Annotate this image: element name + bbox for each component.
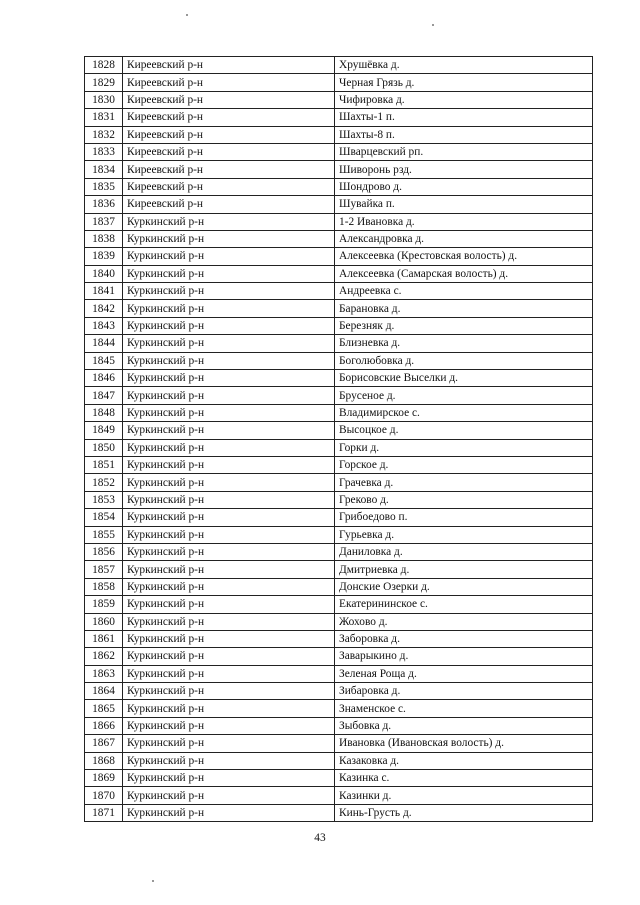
settlement-cell: Шахты-1 п. xyxy=(335,109,593,126)
district-cell: Куркинский р-н xyxy=(123,648,335,665)
settlement-cell: Владимирское с. xyxy=(335,404,593,421)
table-row xyxy=(85,265,593,282)
table-row xyxy=(85,352,593,369)
district-cell: Куркинский р-н xyxy=(123,352,335,369)
row-number-cell: 1867 xyxy=(85,735,123,752)
settlement-cell: Казаковка д. xyxy=(335,752,593,769)
settlement-cell: Грачевка д. xyxy=(335,474,593,491)
row-number-cell: 1859 xyxy=(85,596,123,613)
settlement-cell: Зеленая Роща д. xyxy=(335,665,593,682)
row-number-cell: 1833 xyxy=(85,143,123,160)
table-row xyxy=(85,630,593,647)
row-number-cell: 1870 xyxy=(85,787,123,804)
table-row xyxy=(85,143,593,160)
scan-speck xyxy=(186,14,188,16)
settlement-cell: Гурьевка д. xyxy=(335,526,593,543)
settlement-cell: Горское д. xyxy=(335,456,593,473)
district-cell: Киреевский р-н xyxy=(123,143,335,160)
district-cell: Киреевский р-н xyxy=(123,109,335,126)
settlement-cell: Алексеевка (Крестовская волость) д. xyxy=(335,248,593,265)
district-cell: Куркинский р-н xyxy=(123,561,335,578)
district-cell: Куркинский р-н xyxy=(123,335,335,352)
table-row xyxy=(85,683,593,700)
district-cell: Куркинский р-н xyxy=(123,770,335,787)
table-row xyxy=(85,91,593,108)
district-cell: Куркинский р-н xyxy=(123,526,335,543)
row-number-cell: 1831 xyxy=(85,109,123,126)
table-body xyxy=(85,57,593,822)
row-number-cell: 1834 xyxy=(85,161,123,178)
settlement-cell: Жохово д. xyxy=(335,613,593,630)
district-cell: Куркинский р-н xyxy=(123,509,335,526)
table-row xyxy=(85,439,593,456)
row-number-cell: 1849 xyxy=(85,422,123,439)
row-number-cell: 1868 xyxy=(85,752,123,769)
district-cell: Куркинский р-н xyxy=(123,787,335,804)
table-row xyxy=(85,526,593,543)
table-row xyxy=(85,596,593,613)
table-row xyxy=(85,109,593,126)
settlement-cell: Ивановка (Ивановская волость) д. xyxy=(335,735,593,752)
district-cell: Киреевский р-н xyxy=(123,196,335,213)
district-cell: Куркинский р-н xyxy=(123,474,335,491)
row-number-cell: 1858 xyxy=(85,578,123,595)
settlement-cell: Хрушёвка д. xyxy=(335,57,593,74)
row-number-cell: 1862 xyxy=(85,648,123,665)
district-cell: Куркинский р-н xyxy=(123,804,335,821)
row-number-cell: 1848 xyxy=(85,404,123,421)
row-number-cell: 1839 xyxy=(85,248,123,265)
table-row xyxy=(85,456,593,473)
row-number-cell: 1832 xyxy=(85,126,123,143)
settlement-cell: Екатерининское с. xyxy=(335,596,593,613)
table-row xyxy=(85,248,593,265)
district-cell: Киреевский р-н xyxy=(123,161,335,178)
settlement-cell: 1-2 Ивановка д. xyxy=(335,213,593,230)
district-cell: Куркинский р-н xyxy=(123,717,335,734)
table-row xyxy=(85,770,593,787)
row-number-cell: 1854 xyxy=(85,509,123,526)
table-row xyxy=(85,370,593,387)
district-cell: Куркинский р-н xyxy=(123,543,335,560)
table-row xyxy=(85,717,593,734)
district-cell: Куркинский р-н xyxy=(123,491,335,508)
table-row xyxy=(85,335,593,352)
table-row xyxy=(85,491,593,508)
district-cell: Куркинский р-н xyxy=(123,422,335,439)
district-cell: Киреевский р-н xyxy=(123,57,335,74)
table-row xyxy=(85,283,593,300)
settlement-cell: Зыбовка д. xyxy=(335,717,593,734)
table-row xyxy=(85,300,593,317)
district-cell: Куркинский р-н xyxy=(123,613,335,630)
district-cell: Куркинский р-н xyxy=(123,404,335,421)
settlement-cell: Боголюбовка д. xyxy=(335,352,593,369)
table-row xyxy=(85,578,593,595)
district-cell: Куркинский р-н xyxy=(123,596,335,613)
row-number-cell: 1830 xyxy=(85,91,123,108)
district-cell: Куркинский р-н xyxy=(123,456,335,473)
district-cell: Куркинский р-н xyxy=(123,665,335,682)
settlement-cell: Барановка д. xyxy=(335,300,593,317)
row-number-cell: 1846 xyxy=(85,370,123,387)
district-cell: Куркинский р-н xyxy=(123,300,335,317)
row-number-cell: 1829 xyxy=(85,74,123,91)
table-row xyxy=(85,74,593,91)
settlement-cell: Андреевка с. xyxy=(335,283,593,300)
district-cell: Куркинский р-н xyxy=(123,752,335,769)
district-cell: Куркинский р-н xyxy=(123,735,335,752)
settlement-cell: Грибоедово п. xyxy=(335,509,593,526)
settlement-cell: Алексеевка (Самарская волость) д. xyxy=(335,265,593,282)
row-number-cell: 1863 xyxy=(85,665,123,682)
settlement-cell: Греково д. xyxy=(335,491,593,508)
row-number-cell: 1856 xyxy=(85,543,123,560)
table-row xyxy=(85,317,593,334)
row-number-cell: 1866 xyxy=(85,717,123,734)
district-cell: Куркинский р-н xyxy=(123,439,335,456)
row-number-cell: 1847 xyxy=(85,387,123,404)
table-row xyxy=(85,804,593,821)
row-number-cell: 1852 xyxy=(85,474,123,491)
settlement-cell: Шварцевский рп. xyxy=(335,143,593,160)
row-number-cell: 1841 xyxy=(85,283,123,300)
row-number-cell: 1853 xyxy=(85,491,123,508)
settlement-cell: Шиворонь рзд. xyxy=(335,161,593,178)
settlement-cell: Брусеное д. xyxy=(335,387,593,404)
row-number-cell: 1842 xyxy=(85,300,123,317)
table-row xyxy=(85,700,593,717)
table-row xyxy=(85,230,593,247)
district-cell: Куркинский р-н xyxy=(123,230,335,247)
settlement-cell: Зибаровка д. xyxy=(335,683,593,700)
settlement-cell: Дмитриевка д. xyxy=(335,561,593,578)
page-number: 43 xyxy=(314,832,326,844)
settlement-cell: Кинь-Грусть д. xyxy=(335,804,593,821)
row-number-cell: 1861 xyxy=(85,630,123,647)
row-number-cell: 1843 xyxy=(85,317,123,334)
settlement-cell: Заборовка д. xyxy=(335,630,593,647)
row-number-cell: 1857 xyxy=(85,561,123,578)
row-number-cell: 1869 xyxy=(85,770,123,787)
table-row xyxy=(85,57,593,74)
table-row xyxy=(85,196,593,213)
settlement-cell: Березняк д. xyxy=(335,317,593,334)
table-row xyxy=(85,404,593,421)
row-number-cell: 1840 xyxy=(85,265,123,282)
row-number-cell: 1838 xyxy=(85,230,123,247)
district-cell: Куркинский р-н xyxy=(123,248,335,265)
table-row xyxy=(85,787,593,804)
row-number-cell: 1844 xyxy=(85,335,123,352)
row-number-cell: 1837 xyxy=(85,213,123,230)
table-row xyxy=(85,126,593,143)
district-cell: Киреевский р-н xyxy=(123,178,335,195)
table-row xyxy=(85,509,593,526)
settlement-cell: Горки д. xyxy=(335,439,593,456)
table-row xyxy=(85,752,593,769)
row-number-cell: 1865 xyxy=(85,700,123,717)
settlements-table xyxy=(84,56,593,822)
settlement-cell: Чифировка д. xyxy=(335,91,593,108)
table-row xyxy=(85,422,593,439)
scan-speck xyxy=(152,880,154,882)
table-row xyxy=(85,387,593,404)
settlement-cell: Высоцкое д. xyxy=(335,422,593,439)
district-cell: Куркинский р-н xyxy=(123,265,335,282)
settlement-cell: Казинка с. xyxy=(335,770,593,787)
district-cell: Куркинский р-н xyxy=(123,387,335,404)
row-number-cell: 1855 xyxy=(85,526,123,543)
settlement-cell: Черная Грязь д. xyxy=(335,74,593,91)
settlement-cell: Близневка д. xyxy=(335,335,593,352)
row-number-cell: 1851 xyxy=(85,456,123,473)
table-row xyxy=(85,735,593,752)
district-cell: Куркинский р-н xyxy=(123,283,335,300)
district-cell: Куркинский р-н xyxy=(123,578,335,595)
table-row xyxy=(85,213,593,230)
settlement-cell: Шахты-8 п. xyxy=(335,126,593,143)
district-cell: Куркинский р-н xyxy=(123,213,335,230)
settlement-cell: Шувайка п. xyxy=(335,196,593,213)
district-cell: Киреевский р-н xyxy=(123,91,335,108)
settlement-cell: Даниловка д. xyxy=(335,543,593,560)
district-cell: Киреевский р-н xyxy=(123,126,335,143)
settlement-cell: Шондрово д. xyxy=(335,178,593,195)
settlement-cell: Заварыкино д. xyxy=(335,648,593,665)
district-cell: Куркинский р-н xyxy=(123,683,335,700)
settlement-cell: Донские Озерки д. xyxy=(335,578,593,595)
table-row xyxy=(85,161,593,178)
scan-speck xyxy=(432,24,434,26)
district-cell: Куркинский р-н xyxy=(123,317,335,334)
table-row xyxy=(85,561,593,578)
row-number-cell: 1828 xyxy=(85,57,123,74)
row-number-cell: 1836 xyxy=(85,196,123,213)
table-row xyxy=(85,613,593,630)
table-row xyxy=(85,665,593,682)
settlement-cell: Казинки д. xyxy=(335,787,593,804)
district-cell: Куркинский р-н xyxy=(123,370,335,387)
district-cell: Киреевский р-н xyxy=(123,74,335,91)
row-number-cell: 1860 xyxy=(85,613,123,630)
settlement-cell: Знаменское с. xyxy=(335,700,593,717)
row-number-cell: 1835 xyxy=(85,178,123,195)
table-row xyxy=(85,178,593,195)
table-row xyxy=(85,648,593,665)
row-number-cell: 1850 xyxy=(85,439,123,456)
settlement-cell: Борисовские Выселки д. xyxy=(335,370,593,387)
district-cell: Куркинский р-н xyxy=(123,700,335,717)
settlement-cell: Александровка д. xyxy=(335,230,593,247)
district-cell: Куркинский р-н xyxy=(123,630,335,647)
row-number-cell: 1845 xyxy=(85,352,123,369)
row-number-cell: 1871 xyxy=(85,804,123,821)
table-row xyxy=(85,543,593,560)
row-number-cell: 1864 xyxy=(85,683,123,700)
table-row xyxy=(85,474,593,491)
